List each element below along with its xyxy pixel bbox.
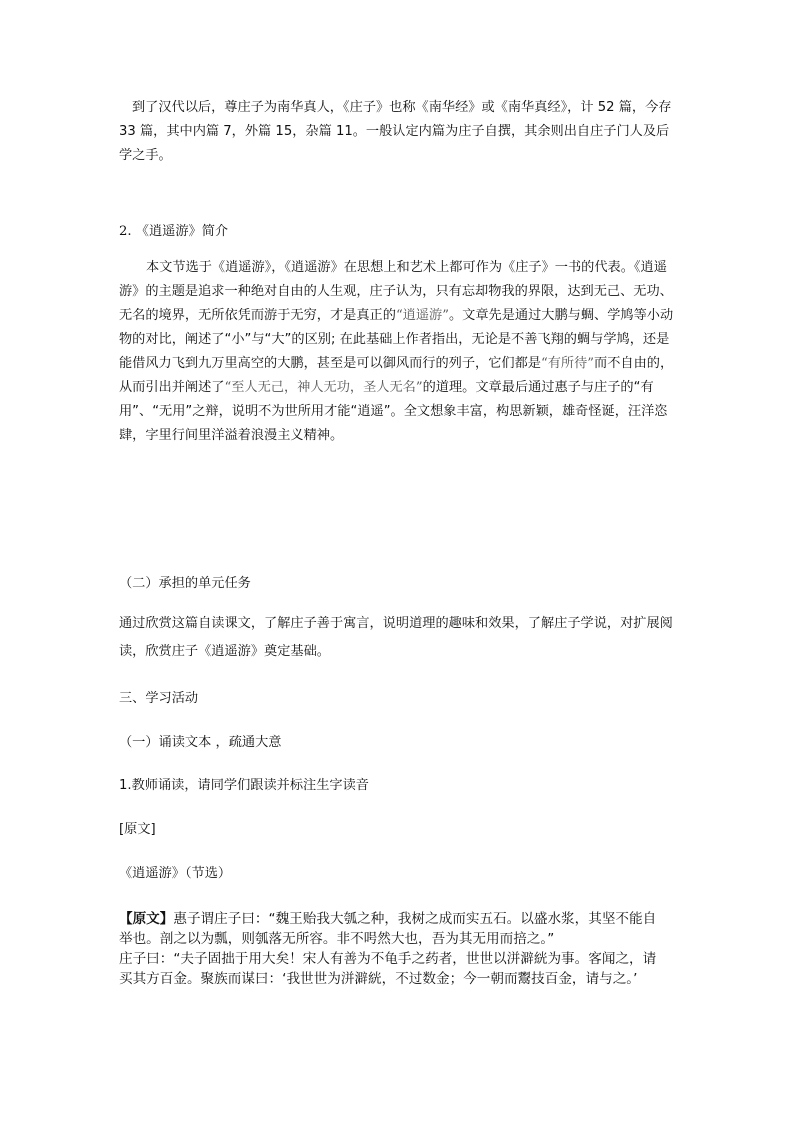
excerpt-line-1 (119, 909, 699, 929)
intro-text-part3: 而不自由的，从而引出并阐述了 (119, 356, 674, 395)
excerpt-line-1-text: 惠子谓庄子曰：“魏王贻我大瓠之种，我树之成而实五石。以盛水浆，其坚不能自 (173, 911, 657, 927)
quote-zhiren: “至人无己，神人无功，圣人无名” (224, 380, 423, 395)
quote-yousuodai: “有所待” (541, 356, 595, 371)
quote-xiaoyaoyou: “逍遥游” (395, 308, 449, 323)
xiaoyaoyou-intro-paragraph (119, 256, 679, 448)
excerpt-line-2: 举也。剖之以为瓢，则瓠落无所容。非不呺然大也，吾为其无用而掊之。” (119, 931, 555, 947)
unit-task-heading: （二）承担的单元任务 (119, 576, 251, 591)
section-2-heading: 2. 《逍遥游》简介 (119, 224, 229, 239)
step-1-text: 1.教师诵读，请同学们跟读并标注生字读音 (119, 778, 369, 793)
unit-task-paragraph: 通过欣赏这篇自读课文，了解庄子善于寓言，说明道理的趣味和效果，了解庄子学说，对扩展阅读，欣赏庄子《逍遥游》奠定基础。 (119, 616, 673, 659)
excerpt-tag: 【原文】 (119, 911, 174, 927)
original-text-label: [原文] (119, 822, 156, 837)
intro-paragraph: 到了汉代以后，尊庄子为南华真人，《庄子》也称《南华经》或《南华真经》，计 52 篇，今存 33 篇，其中内篇 7，外篇 15，杂篇 11。一般认定内篇为庄子自撰，其余则出自庄子门人及后学之手。 (119, 100, 672, 163)
intro-text-part4: 的道理。文章最后通过惠子与庄子的“有用”、“无用”之辩，说明不为世所用才能“逍遥”。全文想象丰富，构思新颖，雄奇怪诞，汪洋恣肆，字里行间里洋溢着浪漫主义精神。 (119, 380, 668, 443)
excerpt-line-3: 庄子曰：“夫子固拙于用大矣！宋人有善为不龟手之药者，世世以洴澼絖为事。客闻之，请 (119, 951, 657, 967)
excerpt-title: 《逍遥游》（节选） (119, 866, 232, 881)
excerpt-line-4: 买其方百金。聚族而谋曰：‘我世世为洴澼絖，不过数金；今一朝而鬻技百金，请与之。’ (119, 971, 638, 987)
intro-text-part2: 。文章先是通过大鹏与蜩、学鸠等小动物的对比，阐述了“小”与“大”的区别; 在此基础上作者指出，无论是不善飞翔的蜩与学鸠，还是能借风力飞到九万里高空的大鹏，甚至是可以御风而行的列子，它们都是 (119, 308, 674, 371)
learning-activity-heading: 三、学习活动 (119, 691, 199, 706)
recitation-subheading: （一）诵读文本 ，疏通大意 (119, 735, 282, 750)
excerpt-original-text (119, 909, 699, 989)
intro-text-part1: 本文节选于《逍遥游》，《逍遥游》在思想上和艺术上都可作为《庄子》一书的代表。《逍遥游》的主题是追求一种绝对自由的人生观，庄子认为，只有忘却物我的界限，达到无己、无功、无名的境界，无所依凭而游于无穷，才是真正的 (119, 260, 673, 323)
